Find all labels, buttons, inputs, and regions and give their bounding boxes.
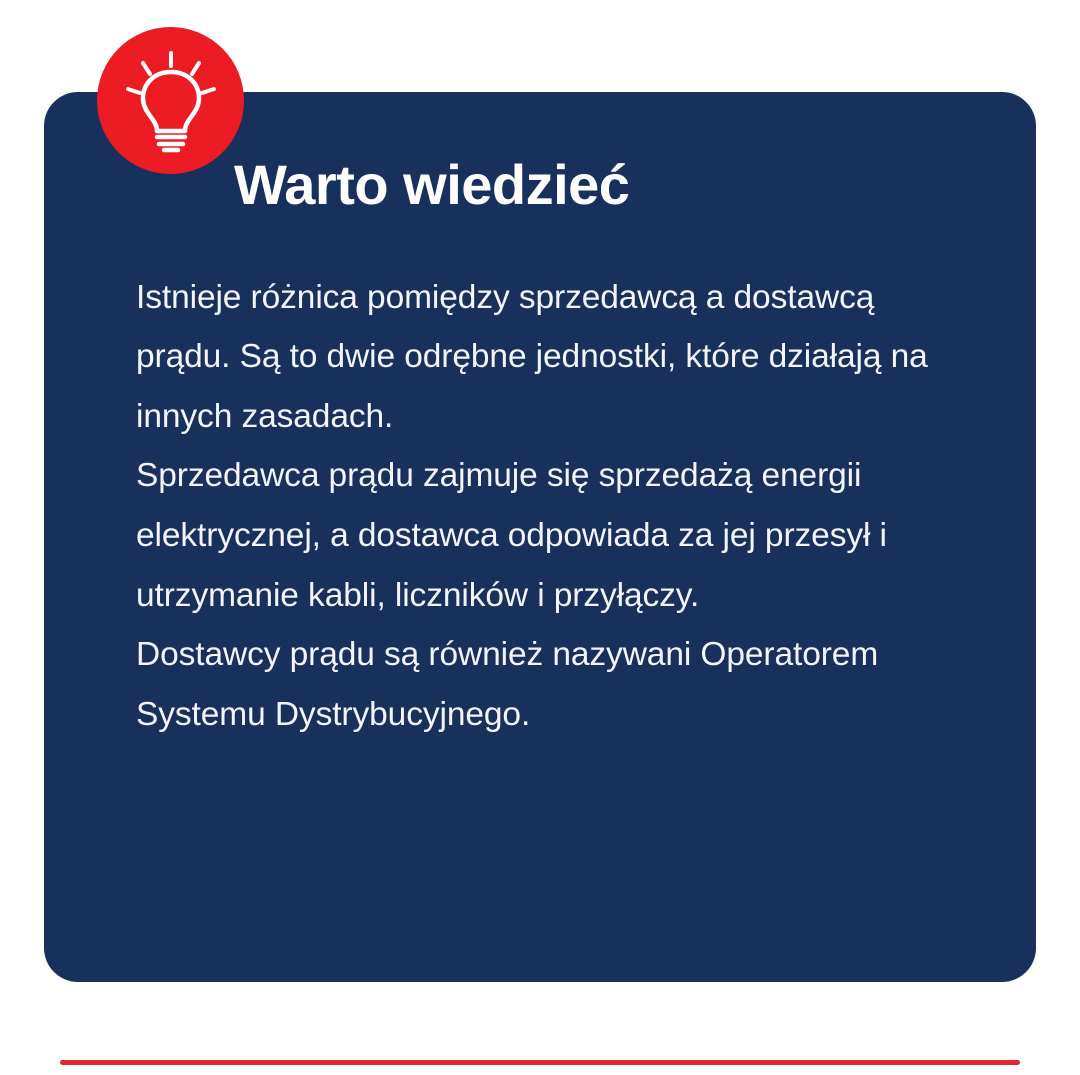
footer-divider xyxy=(60,1060,1020,1065)
card-paragraph: Istnieje różnica pomiędzy sprzedawcą a dostawcą prądu. Są to dwie odrębne jednostki, które działają na innych zasadach. xyxy=(136,278,928,435)
card-body xyxy=(92,268,980,745)
card-paragraph: Dostawcy prądu są również nazywani Operatorem Systemu Dystrybucyjnego. xyxy=(136,636,879,733)
lightbulb-badge xyxy=(97,27,244,174)
info-card xyxy=(44,92,1036,982)
lightbulb-icon xyxy=(121,49,221,153)
page-title: Warto wiedzieć xyxy=(234,153,630,216)
card-paragraph: Sprzedawca prądu zajmuje się sprzedażą energii elektrycznej, a dostawca odpowiada za jej przesył i utrzymanie kabli, liczników i przyłączy. xyxy=(136,457,887,614)
